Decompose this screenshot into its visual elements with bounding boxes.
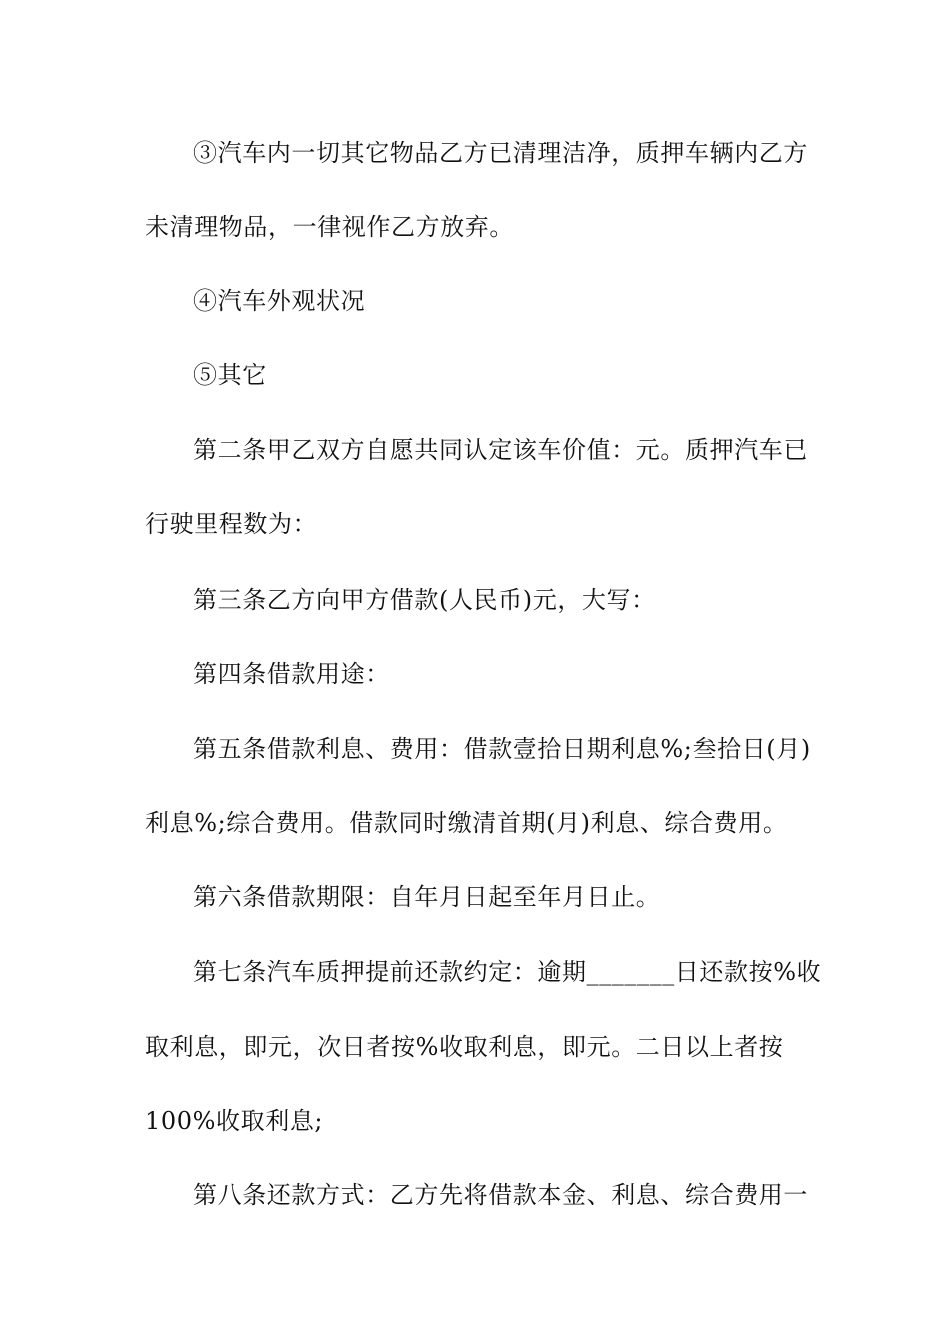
- article-3: 第三条乙方向甲方借款(人民币)元，大写：: [193, 586, 656, 614]
- article-7-line3: 100%收取利息;: [145, 1107, 324, 1135]
- article-7-line2: 取利息，即元，次日者按%收取利息，即元。二日以上者按: [145, 1033, 784, 1061]
- article-2-line1: 第二条甲乙双方自愿共同认定该车价值：元。质押汽车已: [193, 436, 808, 464]
- article-7-line1: 第七条汽车质押提前还款约定：逾期_______日还款按%收: [193, 958, 822, 986]
- article-8-line1: 第八条还款方式：乙方先将借款本金、利息、综合费用一: [193, 1181, 808, 1209]
- article-4: 第四条借款用途：: [193, 660, 390, 688]
- paragraph-item3-line1: ③汽车内一切其它物品乙方已清理洁净，质押车辆内乙方: [193, 139, 808, 167]
- article-2-line2: 行驶里程数为：: [145, 510, 318, 538]
- paragraph-item3-line2: 未清理物品，一律视作乙方放弃。: [145, 213, 514, 241]
- article-6: 第六条借款期限：自年月日起至年月日止。: [193, 883, 661, 911]
- paragraph-item5: ⑤其它: [193, 361, 267, 389]
- article-5-line2: 利息%;综合费用。借款同时缴清首期(月)利息、综合费用。: [145, 809, 788, 837]
- paragraph-item4: ④汽车外观状况: [193, 287, 366, 315]
- article-5-line1: 第五条借款利息、费用：借款壹拾日期利息%;叁拾日(月): [193, 735, 811, 763]
